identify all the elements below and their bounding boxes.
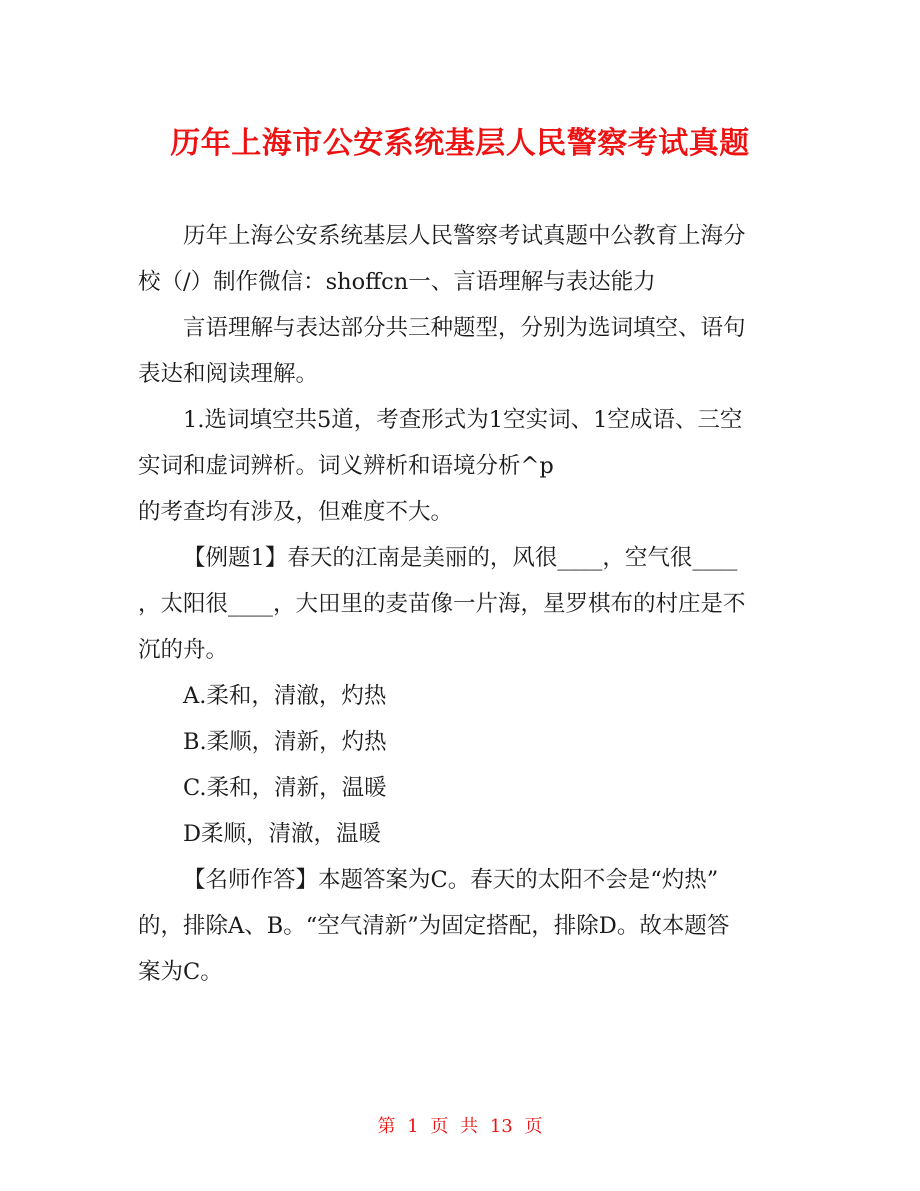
option-c: C.柔和，清新，温暖: [183, 775, 387, 801]
answer-line: 的，排除A、B。“空气清新”为固定搭配，排除D。故本题答: [138, 913, 730, 939]
option-a: A.柔和，清澈，灼热: [183, 683, 387, 709]
paragraph-line: 表达和阅读理解。: [138, 361, 319, 387]
paragraph-line: 校（/）制作微信：shoffcn一、言语理解与表达能力: [138, 269, 656, 295]
question-line: ，太阳很____，大田里的麦苗像一片海，星罗棋布的村庄是不: [138, 591, 746, 617]
page-title: 历年上海市公安系统基层人民警察考试真题: [170, 126, 750, 161]
question-line: 沉的舟。: [138, 637, 229, 663]
paragraph-line: 言语理解与表达部分共三种题型，分别为选词填空、语句: [183, 315, 746, 341]
document-body: [138, 213, 786, 995]
paragraph-line: 实词和虚词辨析。词义辨析和语境分析^p: [138, 453, 554, 479]
page-footer: 第 1 页 共 13 页: [377, 1116, 543, 1137]
paragraph-line: 历年上海公安系统基层人民警察考试真题中公教育上海分: [183, 223, 746, 249]
option-b: B.柔顺，清新，灼热: [183, 729, 387, 755]
option-d: D柔顺，清澈，温暖: [183, 821, 382, 847]
answer-line: 案为C。: [138, 959, 223, 985]
paragraph-line: 1.选词填空共5道，考查形式为1空实词、1空成语、三空: [183, 407, 743, 433]
answer-line: 【名师作答】本题答案为C。春天的太阳不会是“灼热”: [183, 867, 719, 893]
question-line: 【例题1】春天的江南是美丽的，风很____，空气很____: [183, 545, 738, 571]
paragraph-line: 的考查均有涉及，但难度不大。: [138, 499, 454, 525]
